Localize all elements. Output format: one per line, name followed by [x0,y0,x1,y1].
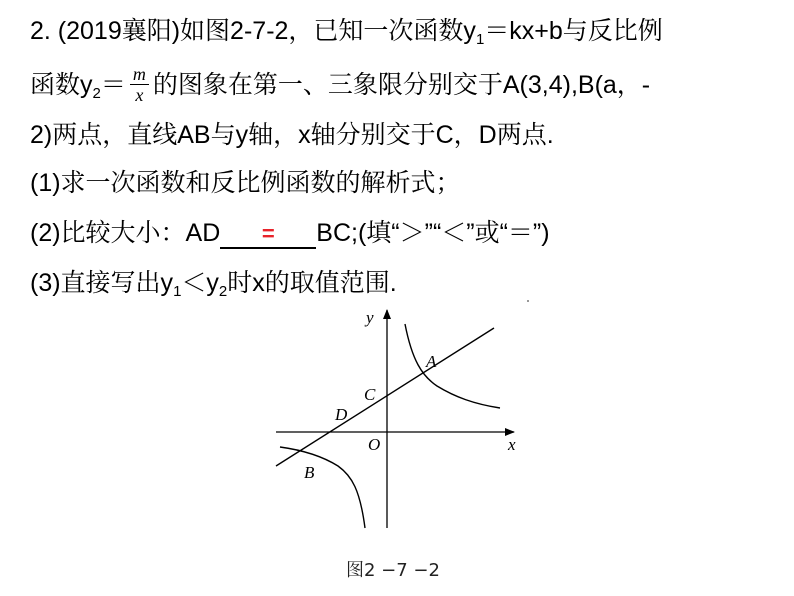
line-ab [276,328,494,466]
question-3-text-b: ＜y [181,269,219,297]
subscript-2: 2 [92,85,101,103]
problem-text-3: 2)两点，直线AB与y轴，x轴分别交于C，D两点. [30,121,554,149]
equals-sign: ＝ [100,71,126,100]
origin-label: O [368,435,381,454]
question-1 [30,166,461,200]
y-axis-label: y [366,308,374,327]
problem-text-1a: 2. (2019襄阳)如图2-7-2，已知一次函数y [30,17,476,45]
answer-blank: = [220,221,316,249]
subscript-q3-1: 1 [173,283,182,300]
fraction-numerator: m [130,64,149,85]
hyperbola-branch-3 [280,447,365,528]
problem-line-3 [30,118,554,152]
problem-line-1 [30,14,663,48]
figure-caption: 图2 −7 −2 [346,560,440,581]
question-2-text-b: BC;(填“＞”“＜”或“＝”) [316,219,550,247]
point-d-label: D [335,405,348,424]
question-2-text-a: (2)比较大小：AD [30,219,221,247]
question-3-text-a: (3)直接写出y [30,269,174,297]
fraction-denominator: x [135,85,144,105]
fraction-m-over-x [130,64,149,105]
problem-text-1b: ＝kx+b与反比例 [484,17,663,45]
subscript-q3-2: 2 [218,283,228,300]
point-b-label: B [304,463,315,482]
problem-text-2a: 函数y [30,71,93,100]
question-3-text-c: 时x的取值范围. [227,269,397,297]
problem-text-2b: 的图象在第一、三象限分别交于A(3,4),B(a，- [152,71,651,100]
question-1-text: (1)求一次函数和反比例函数的解析式； [30,169,461,197]
x-axis-label: x [508,435,516,454]
function-graph-figure [262,290,542,540]
hyperbola-branch-1 [405,324,500,408]
point-a-label: A [426,352,437,371]
problem-line-2 [30,66,650,107]
question-2 [30,216,550,250]
subscript-1: 1 [475,31,485,48]
point-c-label: C [364,385,376,404]
